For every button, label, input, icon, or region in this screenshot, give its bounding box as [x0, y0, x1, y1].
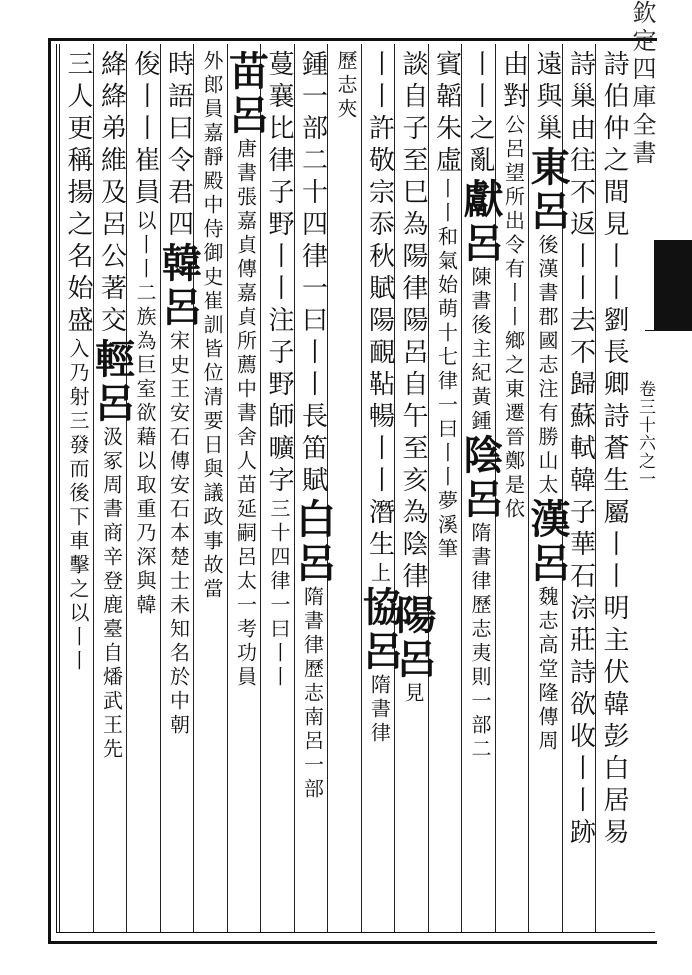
body-text: 三人更稱揚之名始盛 [63, 50, 93, 338]
annotation-text: 魏志高堂隆傳周 [535, 586, 559, 754]
annotation-text: 上 [367, 562, 392, 586]
text-column [222, 50, 270, 930]
annotation-text: 隋書律歷志夷則一部二 [468, 522, 492, 762]
body-text: 丨丨許敬宗忝秋賦陽靦䩞暢丨丨潛生 [364, 50, 395, 562]
annotation-text: 歷志夾 [334, 50, 358, 122]
entry-headword: 輕呂 [88, 338, 136, 426]
margin-book-title: 欽定四庫全書 [628, 0, 656, 168]
text-column [596, 50, 632, 930]
text-column [524, 50, 571, 930]
entry-headword: 白呂 [289, 498, 337, 586]
text-column [390, 50, 437, 930]
annotation-text: 宋史王安石傳安石本楚士未知名於中朝 [166, 330, 191, 738]
body-text: 遠與巢 [532, 50, 562, 146]
text-column [60, 50, 96, 930]
entry-headword: 協呂 [356, 586, 404, 674]
body-text: 談自子至巳為陽律陽呂自午至亥為陰律 [398, 50, 428, 594]
entry-headword: 陰呂 [457, 434, 504, 522]
body-text: 鍾一部二十四律一曰丨丨長笛賦 [297, 50, 328, 498]
body-text: 丨丨之亂 [465, 50, 495, 178]
margin-fishtail-mark [654, 240, 692, 330]
annotation-text: 見 [401, 682, 425, 706]
entry-headword: 獻呂 [457, 178, 504, 266]
text-column [88, 50, 136, 930]
entry-headword: 韓呂 [155, 242, 203, 330]
annotation-text: 後漢書郡國志注有勝山太 [535, 234, 559, 498]
text-column [328, 50, 364, 930]
annotation-text: 隋書律歷志南呂一部 [300, 586, 325, 802]
text-column [457, 50, 504, 930]
text-column [429, 50, 465, 930]
body-text: 俊丨丨崔員 [130, 50, 160, 210]
body-text: 詩伯仲之間見丨丨劉長卿詩蒼生屬丨丨明主伏韓彭白居易 [599, 50, 629, 850]
body-text: 詩巢由往不返丨丨去不歸蘇軾韓子華石淙莊詩欲收丨丨跡 [565, 50, 596, 850]
entry-headword: 漢呂 [524, 498, 571, 586]
annotation-text: 三十四律一曰丨丨 [267, 498, 291, 690]
annotation-text: 唐書張嘉貞傳嘉貞所薦中書舍人苗延嗣呂太一考功員 [233, 138, 258, 690]
annotation-text: 隋書律 [367, 674, 392, 746]
body-text: 絳絳弟維及呂公著交 [96, 50, 127, 338]
annotation-text: 汲冢周書商辛登鹿臺自燔武王先 [99, 426, 124, 762]
entry-headword: 東呂 [524, 146, 571, 234]
annotation-text: 陳書後主紀黃鍾 [468, 266, 492, 434]
annotation-text: 公呂望所出令有丨丨鄉 [501, 114, 526, 354]
entry-headword: 苗呂 [222, 50, 270, 138]
text-column [356, 50, 404, 930]
text-column [155, 50, 203, 930]
annotation-text: 之東遷晉鄭是依 [501, 354, 526, 522]
annotation-text: 以丨丨二族為巨室欲藉以取重乃深與韓 [133, 210, 157, 618]
text-column [289, 50, 337, 930]
annotation-text: 入乃射三發而後下車擊之以丨丨 [66, 338, 90, 674]
text-column [194, 50, 230, 930]
body-text: 時語曰令君四 [163, 50, 194, 242]
body-text: 賓韜朱虛 [431, 50, 462, 178]
text-column [127, 50, 163, 930]
margin-rule [645, 330, 692, 331]
text-column [261, 50, 297, 930]
margin-volume-label: 卷三十六之一 [635, 380, 655, 488]
body-text: 蔓襄比律子野丨丨注子野師曠字 [264, 50, 294, 498]
annotation-text: 外郎員嘉靜殿中侍御史崔訓皆位清要日與議政事故當 [200, 50, 224, 602]
annotation-text: 十七律一曰丨丨夢溪筆 [434, 322, 459, 562]
entry-headword: 陽呂 [390, 594, 437, 682]
body-text: 由對 [498, 50, 529, 114]
annotation-text: 丨丨和氣始萌 [434, 178, 459, 322]
